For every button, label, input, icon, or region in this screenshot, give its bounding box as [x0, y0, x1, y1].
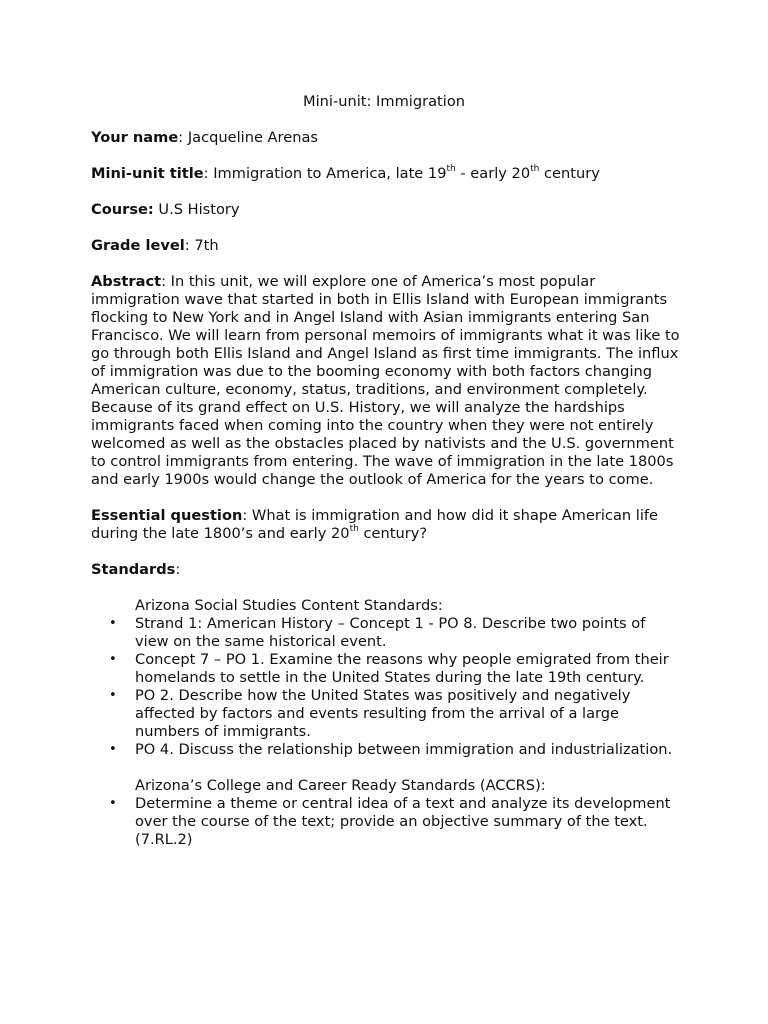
list-item-text: Determine a theme or central idea of a text and analyze its development over the course of the text; provide an objective summary of the text. (7.RL.2) — [135, 795, 671, 848]
essential-question-text-a: : What is immigration and how did it shape American life during the late 1800’s and early 20 — [91, 507, 659, 542]
essential-question-sup: th — [349, 524, 359, 535]
essential-question-field — [91, 507, 681, 543]
list-item — [109, 615, 681, 651]
standards-colon: : — [175, 561, 181, 578]
grade-level-label: Grade level — [91, 237, 185, 254]
list-item — [109, 687, 681, 741]
mini-unit-title-value-c: century — [539, 165, 600, 182]
list-item — [109, 795, 681, 849]
document-title: Mini-unit: Immigration — [303, 93, 465, 110]
mini-unit-title-value-a: : Immigration to America, late 19 — [203, 165, 447, 182]
list-item — [109, 741, 681, 759]
your-name-field — [91, 129, 681, 147]
mini-unit-title-field — [91, 165, 681, 183]
course-value: U.S History — [153, 201, 240, 218]
course-field — [91, 201, 681, 219]
grade-level-field — [91, 237, 681, 255]
your-name-value: : Jacqueline Arenas — [178, 129, 318, 146]
az-standards-list — [91, 615, 681, 759]
grade-level-value: : 7th — [184, 237, 219, 254]
bullet-icon: • — [109, 652, 117, 667]
az-standards-heading: Arizona Social Studies Content Standards: — [135, 597, 443, 614]
standards-label: Standards — [91, 561, 176, 578]
bullet-icon: • — [109, 688, 117, 703]
list-item — [109, 651, 681, 687]
accrs-list — [91, 795, 681, 849]
your-name-label: Your name — [91, 129, 179, 146]
mini-unit-title-sup-b: th — [530, 164, 540, 175]
list-item-text: Strand 1: American History – Concept 1 - PO 8. Describe two points of view on the same historical event. — [135, 615, 646, 650]
bullet-icon: • — [109, 796, 117, 811]
standards-heading — [91, 561, 681, 579]
abstract-label: Abstract — [91, 273, 162, 290]
abstract-paragraph — [91, 273, 681, 489]
course-label: Course: — [91, 201, 154, 218]
mini-unit-title-value-b: - early 20 — [455, 165, 531, 182]
bullet-icon: • — [109, 616, 117, 631]
list-item-text: PO 2. Describe how the United States was positively and negatively affected by factors and events resulting from the arrival of a large numbers of immigrants. — [135, 687, 631, 740]
abstract-text: : In this unit, we will explore one of America’s most popular immigration wave that started in both in Ellis Island with European immigrants flocking to New York and in Angel Island with Asian immigrants entering San Francisco. We will learn from personal memoirs of immigrants what it was like to go through both Ellis Island and Angel Island as first time immigrants. The influx of immigration was due to the booming economy with both factors changing American culture, economy, status, traditions, and environment completely. Because of its grand effect on U.S. History, we will analyze the hardships immigrants faced when coming into the country when they were not entirely welcomed as well as the obstacles placed by nativists and the U.S. government to control immigrants from entering. The wave of immigration in the late 1800s and early 1900s would change the outlook of America for the years to come. — [91, 273, 680, 488]
essential-question-text-b: century? — [358, 525, 428, 542]
essential-question-label: Essential question — [91, 507, 243, 524]
list-item-text: Concept 7 – PO 1. Examine the reasons why people emigrated from their homelands to settle in the United States during the late 19th century. — [135, 651, 669, 686]
list-item-text: PO 4. Discuss the relationship between immigration and industrialization. — [135, 741, 673, 758]
bullet-icon: • — [109, 742, 117, 757]
mini-unit-title-label: Mini-unit title — [91, 165, 204, 182]
mini-unit-title-sup-a: th — [446, 164, 456, 175]
document-page — [91, 93, 681, 849]
accrs-heading: Arizona’s College and Career Ready Standards (ACCRS): — [135, 777, 546, 794]
